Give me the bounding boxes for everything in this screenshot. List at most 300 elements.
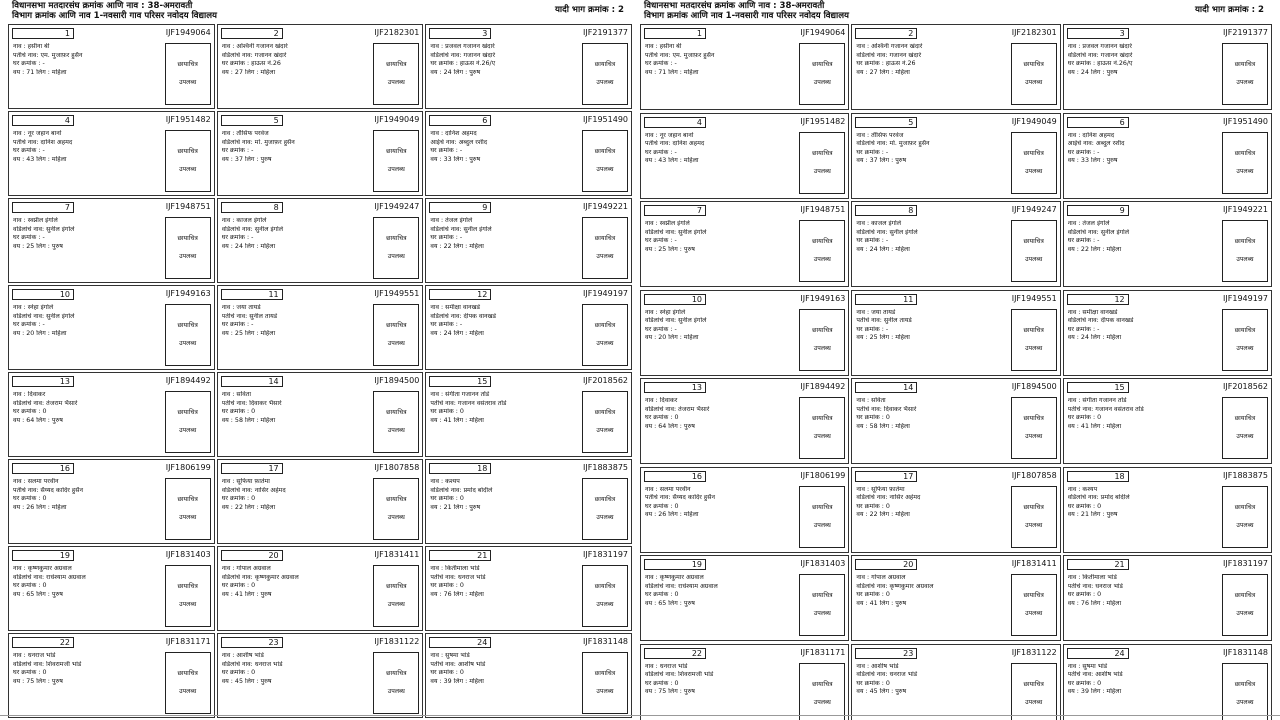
age-sex: वय : 58 लिंग : महिला [221,416,276,424]
photo-label: छायाचित्र [386,496,407,503]
voter-name: नाव : जया तायडे [221,304,261,311]
photo-status: उपलब्ध [179,253,197,260]
photo-label: छायाचित्र [1234,680,1256,688]
photo-label: छायाचित्र [1023,592,1044,599]
age-sex: वय : 64 लिंग : पुरुष [13,416,63,424]
relative-name: वडिलांचे नाव: कृष्णकुमार अग्रवाल [856,582,934,590]
photo-label: छायाचित्र [594,148,616,155]
epic-number: IJF1831411 [1011,559,1057,568]
epic-number: IJF1951490 [583,115,628,124]
photo-label: छायाचित्र [1234,326,1256,334]
relative-name: पतीचे नाव: दिवाकर भैसारे [856,405,917,413]
photo-status: उपलब्ध [596,340,614,347]
epic-number: IJF1831411 [374,550,420,559]
age-sex: वय : 22 लिंग : महिला [221,503,276,511]
photo-label: छायाचित्र [812,592,833,599]
voter-card [851,24,1060,110]
relative-name: वडिलांचे नाव: मो. मुजाफ़र हुसैन [856,140,930,148]
epic-number: IJF1949247 [374,202,420,211]
voter-card [425,24,632,109]
house-number: घर क्रमांक : - [856,148,889,156]
serial-number: 21 [429,550,491,561]
relative-name: पतीचे नाव: धनराज भांडे [1067,582,1123,590]
constituency-title: विधानसभा मतदारसंघ क्रमांक आणि नाव : 38-अमरावती [12,1,193,11]
photo-status: उपलब्ध [1025,433,1043,440]
photo-status: उपलब्ध [596,253,614,260]
age-sex: वय : 24 लिंग : महिला [1067,334,1122,342]
photo-placeholder [165,391,211,453]
house-number: घर क्रमांक : - [856,237,889,245]
relative-name: वडिलांचे नाव: राधेश्याम अग्रवाल [645,582,718,590]
serial-number: 16 [12,463,74,474]
epic-number: IJF1949247 [1011,205,1057,214]
voter-details [856,309,1007,343]
photo-placeholder [582,217,628,279]
voter-details [222,652,371,686]
voter-details [222,478,371,512]
photo-label: छायाचित्र [177,496,198,503]
voter-card [1063,24,1272,110]
age-sex: वय : 45 लिंग : पुरुष [856,688,907,696]
photo-status: उपलब्ध [1236,698,1254,706]
relative-name: पतीचे नाव: गजानन वसंतराव तोंडे [1067,405,1144,413]
age-sex: वय : 37 लिंग : पुरुष [221,155,272,163]
voter-card [8,285,215,370]
voter-card [217,546,424,631]
house-number: घर क्रमांक : 0 [1067,414,1102,422]
age-sex: वय : 75 लिंग : पुरुष [13,677,63,685]
epic-number: IJF1949049 [374,115,420,124]
voter-card [640,113,849,199]
photo-placeholder [373,652,419,714]
photo-label: छायाचित्र [594,670,616,677]
epic-number: IJF1883875 [1223,470,1268,480]
voter-details [645,574,796,608]
photo-status: उपलब्ध [596,688,614,695]
voter-details [856,574,1007,608]
voter-card [8,633,215,718]
photo-label: छायाचित्र [812,149,833,157]
age-sex: वय : 26 लिंग : महिला [645,511,699,519]
relative-name: पतीचे नाव: आशीष भांडे [1067,671,1123,679]
serial-number: 20 [855,559,917,570]
photo-status: उपलब्ध [813,521,831,529]
photo-status: उपलब्ध [387,79,405,86]
voter-name: नाव : काजल इंगोले [856,220,902,227]
serial-number: 20 [221,550,283,561]
photo-label: छायाचित्र [594,322,616,329]
photo-label: छायाचित्र [594,61,616,68]
house-number: घर क्रमांक : 0 [1067,591,1102,599]
photo-status: उपलब्ध [1236,167,1254,175]
photo-label: छायाचित्र [812,238,833,245]
serial-number: 21 [1067,559,1129,570]
serial-number: 7 [644,205,706,216]
photo-placeholder [582,130,628,192]
photo-placeholder [799,663,845,720]
serial-number: 24 [429,637,491,648]
serial-number: 10 [644,294,706,305]
serial-number: 11 [221,289,283,300]
voter-details [430,391,579,425]
house-number: घर क्रमांक : 0 [221,408,256,416]
voter-name: नाव : सुषमा भांडे [1067,662,1108,670]
serial-number: 2 [855,28,917,39]
voter-card [640,290,849,376]
relative-name: वडिलांचे नाव: दीपक वानखडे [430,312,497,320]
photo-label: छायाचित्र [1023,326,1044,334]
voter-card [217,372,424,457]
serial-number: 15 [1067,382,1129,393]
serial-number: 9 [429,202,491,213]
document-page-left [8,0,632,720]
voter-card [851,113,1060,199]
relative-name: वडिलांचे नाव: सुनील इंगोले [430,225,492,233]
photo-placeholder [1222,220,1268,282]
photo-label: छायाचित्र [1234,592,1256,599]
photo-status: उपलब्ध [387,253,405,260]
voter-card [425,633,632,718]
photo-label: छायाचित्र [1234,238,1256,245]
photo-status: उपलब्ध [1236,256,1254,263]
voter-name: नाव : दानिश अहमद [430,130,477,137]
house-number: घर क्रमांक : - [13,147,45,155]
relative-name: वडिलांचे नाव: शिवरामजी भांडे [645,671,714,679]
photo-placeholder [373,217,419,279]
photo-status: उपलब्ध [1025,256,1043,263]
voter-name: नाव : स्वप्नील इंगोले [645,220,690,227]
voter-details [856,43,1007,77]
voter-details [1068,132,1219,166]
voter-details [645,309,796,343]
house-number: घर क्रमांक : - [430,234,463,242]
serial-number: 15 [429,376,491,387]
voter-details [430,217,579,251]
voter-card [8,24,215,109]
voter-card [425,546,632,631]
age-sex: वय : 41 लिंग : महिला [1067,422,1122,430]
photo-placeholder [1222,132,1268,194]
age-sex: वय : 25 लिंग : पुरुष [645,245,695,253]
photo-label: छायाचित्र [1234,149,1256,157]
photo-status: उपलब्ध [813,610,831,617]
house-number: घर क्रमांक : - [645,60,677,68]
photo-status: उपलब्ध [813,698,831,706]
photo-label: छायाचित्र [386,148,407,155]
serial-number: 17 [221,463,283,474]
photo-status: उपलब्ध [387,601,405,608]
photo-placeholder [165,130,211,192]
photo-placeholder [582,43,628,105]
house-number: घर क्रमांक : - [645,237,677,245]
voter-details [13,304,162,338]
serial-number: 6 [1067,117,1129,128]
voter-details [430,43,579,77]
house-number: घर क्रमांक : 0 [430,408,464,416]
house-number: घर क्रमांक : 0 [13,669,47,677]
voter-card [640,378,849,464]
photo-placeholder [1222,397,1268,459]
serial-number: 5 [221,115,283,126]
voter-name: नाव : कृष्णकुमार अग्रवाल [13,565,72,572]
voter-card [425,111,632,196]
house-number: घर क्रमांक : 0 [856,679,890,687]
photo-placeholder [1011,220,1057,282]
voter-details [13,391,162,425]
serial-number: 5 [855,117,917,128]
voter-card [640,644,849,720]
epic-number: IJF1949551 [1011,293,1057,303]
photo-label: छायाचित्र [812,680,833,688]
epic-number: IJF1951482 [800,116,846,126]
house-number: घर क्रमांक : हाऊस नं.26 [856,60,916,68]
photo-label: छायाचित्र [177,235,198,242]
voter-name: नाव : संगीता गजानन तोंडे [430,391,490,398]
age-sex: वय : 25 लिंग : महिला [221,329,276,337]
photo-label: छायाचित्र [177,148,198,155]
age-sex: वय : 58 लिंग : महिला [856,422,910,430]
house-number: घर क्रमांक : - [645,148,677,156]
voter-name: नाव : आशीष भांडे [221,652,264,659]
photo-placeholder [1222,43,1268,105]
photo-placeholder [799,574,845,636]
photo-label: छायाचित्र [1234,61,1256,68]
house-number: घर क्रमांक : 0 [856,502,890,510]
serial-number: 1 [644,28,706,39]
voter-name: नाव : किर्तीमाला भांडे [1067,574,1117,581]
photo-placeholder [799,486,845,548]
epic-number: IJF2018562 [583,376,628,385]
voter-card [425,459,632,544]
relative-name: आईचे नाव: अब्दुल रशीद [430,138,488,146]
voter-details [430,304,579,338]
photo-label: छायाचित्र [594,235,616,242]
voter-name: नाव : हसीना बी [13,43,50,50]
relative-name: वडिलांचे नाव: सुनील इंगोले [13,312,75,320]
photo-label: छायाचित्र [812,415,833,422]
house-number: घर क्रमांक : 0 [221,582,256,590]
serial-number: 23 [221,637,283,648]
voter-card [8,198,215,283]
age-sex: वय : 24 लिंग : महिला [430,329,484,337]
epic-number: IJF1894492 [165,376,211,385]
relative-name: वडिलांचे नाव: दीपक वानखडे [1067,317,1134,325]
serial-number: 3 [429,28,491,39]
relative-name: वडिलांचे नाव: गजानन खंदारे [221,51,287,59]
voter-name: नाव : कश्यप [430,478,460,485]
epic-number: IJF1831122 [1011,647,1057,657]
relative-name: वडिलांचे नाव: सुनील इंगोले [645,228,707,236]
voter-card [1063,290,1272,376]
voter-name: नाव : काजल इंगोले [221,217,267,224]
voter-details [430,565,579,599]
age-sex: वय : 39 लिंग : महिला [1067,688,1122,696]
age-sex: वय : 20 लिंग : महिला [645,334,699,342]
voter-card [1063,555,1272,641]
voter-details [1068,309,1219,343]
photo-status: उपलब्ध [813,79,831,86]
house-number: घर क्रमांक : 0 [856,414,890,422]
epic-number: IJF1949221 [583,202,628,211]
photo-placeholder [373,304,419,366]
age-sex: वय : 27 लिंग : महिला [856,68,910,76]
house-number: घर क्रमांक : 0 [13,582,47,590]
photo-label: छायाचित्र [1234,415,1256,422]
epic-number: IJF1883875 [583,463,628,472]
relative-name: पतीचे नाव: एम. मुजाफ़र हुसैन [645,51,715,59]
house-number: घर क्रमांक : 0 [430,582,464,590]
house-number: घर क्रमांक : - [645,325,677,333]
house-number: घर क्रमांक : 0 [645,502,679,510]
photo-label: छायाचित्र [812,503,833,511]
photo-status: उपलब्ध [596,427,614,434]
epic-number: IJF1831148 [1223,647,1268,657]
photo-label: छायाचित्र [1023,680,1044,688]
photo-placeholder [165,43,211,105]
epic-number: IJF1806199 [800,470,846,480]
voter-card [640,555,849,641]
photo-status: उपलब्ध [1236,344,1254,352]
age-sex: वय : 26 लिंग : महिला [13,503,67,511]
part-number: यादी भाग क्रमांक : 2 [1194,5,1264,15]
voter-details [645,663,796,697]
photo-label: छायाचित्र [386,583,407,590]
photo-status: उपलब्ध [1025,344,1043,352]
serial-number: 19 [12,550,74,561]
epic-number: IJF1894500 [1011,382,1057,391]
relative-name: वडिलांचे नाव: कृष्णकुमार अग्रवाल [221,573,299,581]
photo-placeholder [1011,309,1057,371]
serial-number: 18 [429,463,491,474]
relative-name: वडिलांचे नाव: सुनील इंगोले [13,225,75,233]
photo-placeholder [799,132,845,194]
photo-status: उपलब्ध [1236,610,1254,617]
epic-number: IJF2182301 [1011,28,1057,37]
photo-placeholder [373,391,419,453]
voter-details [222,130,371,164]
age-sex: वय : 24 लिंग : महिला [221,242,276,250]
serial-number: 12 [429,289,491,300]
voter-details [645,397,796,431]
photo-status: उपलब्ध [387,514,405,521]
photo-status: उपलब्ध [1025,79,1043,86]
epic-number: IJF1949221 [1223,205,1268,214]
house-number: घर क्रमांक : 0 [430,495,464,503]
photo-label: छायाचित्र [1023,238,1044,245]
voter-card [217,285,424,370]
voter-card [640,467,849,553]
voter-card [851,644,1060,720]
bottom-divider [0,715,1280,716]
voter-name: नाव : हसीना बी [645,43,682,50]
voter-card [425,372,632,457]
photo-placeholder [1222,486,1268,548]
voter-name: नाव : तेजल इंगोले [1067,220,1110,227]
serial-number: 1 [12,28,74,39]
photo-label: छायाचित्र [386,670,407,677]
house-number: घर क्रमांक : 0 [645,414,679,422]
house-number: घर क्रमांक : हाऊस नं.26/ए [1067,60,1133,68]
voter-details [856,663,1007,697]
voter-card [1063,644,1272,720]
serial-number: 11 [855,294,917,305]
photo-placeholder [1222,574,1268,636]
voter-card [851,467,1060,553]
relative-name: आईचे नाव: अब्दुल रशीद [1067,140,1125,148]
photo-label: छायाचित्र [386,235,407,242]
photo-label: छायाचित्र [812,61,833,68]
voter-name: नाव : गोपाल अग्रवाल [856,574,906,581]
age-sex: वय : 71 लिंग : महिला [13,68,67,76]
house-number: घर क्रमांक : - [1067,237,1100,245]
epic-number: IJF2018562 [1223,382,1268,391]
age-sex: वय : 24 लिंग : पुरुष [430,68,481,76]
photo-label: छायाचित्र [177,322,198,329]
serial-number: 19 [644,559,706,570]
epic-number: IJF1951482 [165,115,211,124]
voter-name: नाव : तौसिफ परवेज [856,131,904,139]
photo-label: छायाचित्र [177,583,198,590]
serial-number: 2 [221,28,283,39]
epic-number: IJF1949197 [1223,293,1268,303]
photo-placeholder [373,43,419,105]
relative-name: पतीचे नाव: सैय्यद कादिर हुसैन [645,494,715,502]
voter-name: नाव : अश्विनी गजानन खंदारे [221,43,288,50]
epic-number: IJF1949064 [165,28,211,37]
relative-name: पतीचे नाव: सुनील तायडे [856,317,912,325]
photo-placeholder [1011,132,1057,194]
age-sex: वय : 37 लिंग : पुरुष [856,157,907,165]
photo-status: उपलब्ध [387,166,405,173]
voter-details [1068,663,1219,697]
serial-number: 24 [1067,648,1129,659]
photo-status: उपलब्ध [596,166,614,173]
epic-number: IJF1831403 [800,559,846,568]
voter-name: नाव : सूफिया फ़ातेमा [856,485,905,493]
photo-status: उपलब्ध [1025,698,1043,706]
age-sex: वय : 64 लिंग : पुरुष [645,422,695,430]
voter-name: नाव : समीक्षा वानखडे [1067,308,1118,316]
photo-placeholder [799,220,845,282]
age-sex: वय : 45 लिंग : पुरुष [221,677,272,685]
voter-name: नाव : सविता [856,397,886,404]
voter-name: नाव : धनराज भांडे [645,662,688,670]
relative-name: पतीचे नाव: दानिश अहमद [645,140,705,148]
house-number: घर क्रमांक : - [1067,325,1100,333]
voter-details [856,220,1007,254]
serial-number: 12 [1067,294,1129,305]
photo-placeholder [165,652,211,714]
epic-number: IJF1949163 [800,293,846,303]
house-number: घर क्रमांक : - [430,321,463,329]
age-sex: वय : 20 लिंग : महिला [13,329,67,337]
serial-number: 16 [644,471,706,482]
photo-status: उपलब्ध [179,79,197,86]
voter-card [217,198,424,283]
epic-number: IJF2191377 [583,28,628,37]
photo-label: छायाचित्र [177,61,198,68]
voter-name: नाव : धनराज भांडे [13,652,56,659]
age-sex: वय : 75 लिंग : पुरुष [645,688,695,696]
age-sex: वय : 33 लिंग : पुरुष [430,155,481,163]
epic-number: IJF1948751 [800,205,846,214]
serial-number: 14 [221,376,283,387]
voter-details [13,217,162,251]
section-title: विभाग क्रमांक आणि नाव 1-नवसारी गाव परिसर नवोदय विद्यालय [644,11,850,21]
house-number: घर क्रमांक : 0 [1067,679,1102,687]
photo-label: छायाचित्र [386,409,407,416]
voter-name: नाव : तेजल इंगोले [430,217,473,224]
